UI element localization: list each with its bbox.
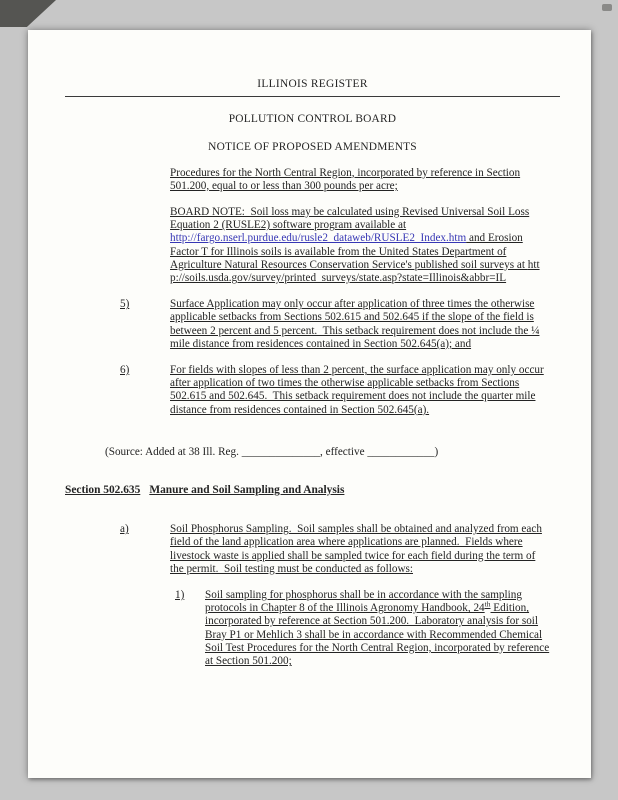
- scan-mark-top-right: [602, 4, 612, 11]
- board-note-text-1: BOARD NOTE: Soil loss may be calculated using Revised Universal Soil Loss Equation 2 (RUSLE2) software program available at: [170, 206, 530, 232]
- section-title: Manure and Soil Sampling and Analysis: [149, 484, 345, 497]
- register-title: ILLINOIS REGISTER: [257, 78, 368, 90]
- list-item-6-text: For fields with slopes of less than 2 percent, the surface application may only occur after application of two times the otherwise applicable setbacks from Sections 502.615 and 502.645. This setback requirement does not include the quarter mile distance from residences contained in Section 502.645(a).: [170, 364, 544, 416]
- usda-url-text: http://soils.usda.gov/survey/printed_surveys/state.asp?state=Illinois&abbr=IL: [170, 258, 540, 285]
- list-item-5: [120, 298, 560, 351]
- section-heading: [65, 484, 560, 497]
- document-page: [28, 30, 591, 778]
- section-number: Section 502.635: [65, 484, 141, 497]
- list-item-1-text-part1: Soil sampling for phosphorus shall be in accordance with the sampling protocols in Chapter 8 of the Illinois Agronomy Handbook, 24: [205, 589, 522, 615]
- board-title: POLLUTION CONTROL BOARD: [228, 113, 397, 126]
- board-note-text-2: and Erosion Factor T for Illinois soils is available from the United States Department of Agriculture Natural Resources Conservation Service's published soil surveys at: [170, 232, 528, 271]
- list-item-1-text-part2: Edition, incorporated by reference at Section 501.200. Laboratory analysis for soil Bray P1 or Mehlich 3 shall be in accordance with Recommended Chemical Soil Test Procedures for the North Central Region, incorporated by reference at Section 501.200;: [205, 602, 550, 668]
- list-item-a-text: Soil Phosphorus Sampling. Soil samples shall be obtained and analyzed from each field of the land application area where applications are planned. Fields where livestock waste is applied shall be sampled twice for each field during the term of the permit. Soil testing must be conducted as follows:: [170, 523, 542, 575]
- list-item-1-number: 1): [175, 589, 185, 602]
- list-item-5-text: Surface Application may only occur after application of three times the otherwise applicable setbacks from Sections 502.615 and 502.645 if the slope of the field is between 2 percent and 5 percent. This setback requirement does not include the ¼ mile distance from residences contained in Section 502.645(a); and: [170, 298, 540, 350]
- list-item-1-superscript: th: [484, 599, 491, 609]
- paragraph-procedures: Procedures for the North Central Region, incorporated by reference in Section 501.200, equal to or less than 300 pounds per acre;: [170, 166, 521, 192]
- list-item-6: [120, 364, 560, 417]
- paragraph-board-note: [170, 206, 551, 285]
- document-header: [65, 78, 560, 155]
- source-note: (Source: Added at 38 Ill. Reg. ______________, effective ____________): [105, 445, 439, 458]
- list-item-a-number: a): [120, 523, 129, 536]
- scan-shadow-top-left: [0, 0, 56, 27]
- document-body: [65, 167, 560, 669]
- masthead-rule: [65, 78, 560, 97]
- list-item-1-text: [205, 589, 552, 668]
- notice-title: NOTICE OF PROPOSED AMENDMENTS: [208, 141, 417, 154]
- rusle2-link[interactable]: http://fargo.nserl.purdue.edu/rusle2_dataweb/RUSLE2_Index.htm: [170, 232, 467, 245]
- list-item-a: [120, 523, 560, 576]
- list-item-1: [175, 589, 560, 668]
- list-item-6-number: 6): [120, 364, 130, 377]
- list-item-5-number: 5): [120, 298, 130, 311]
